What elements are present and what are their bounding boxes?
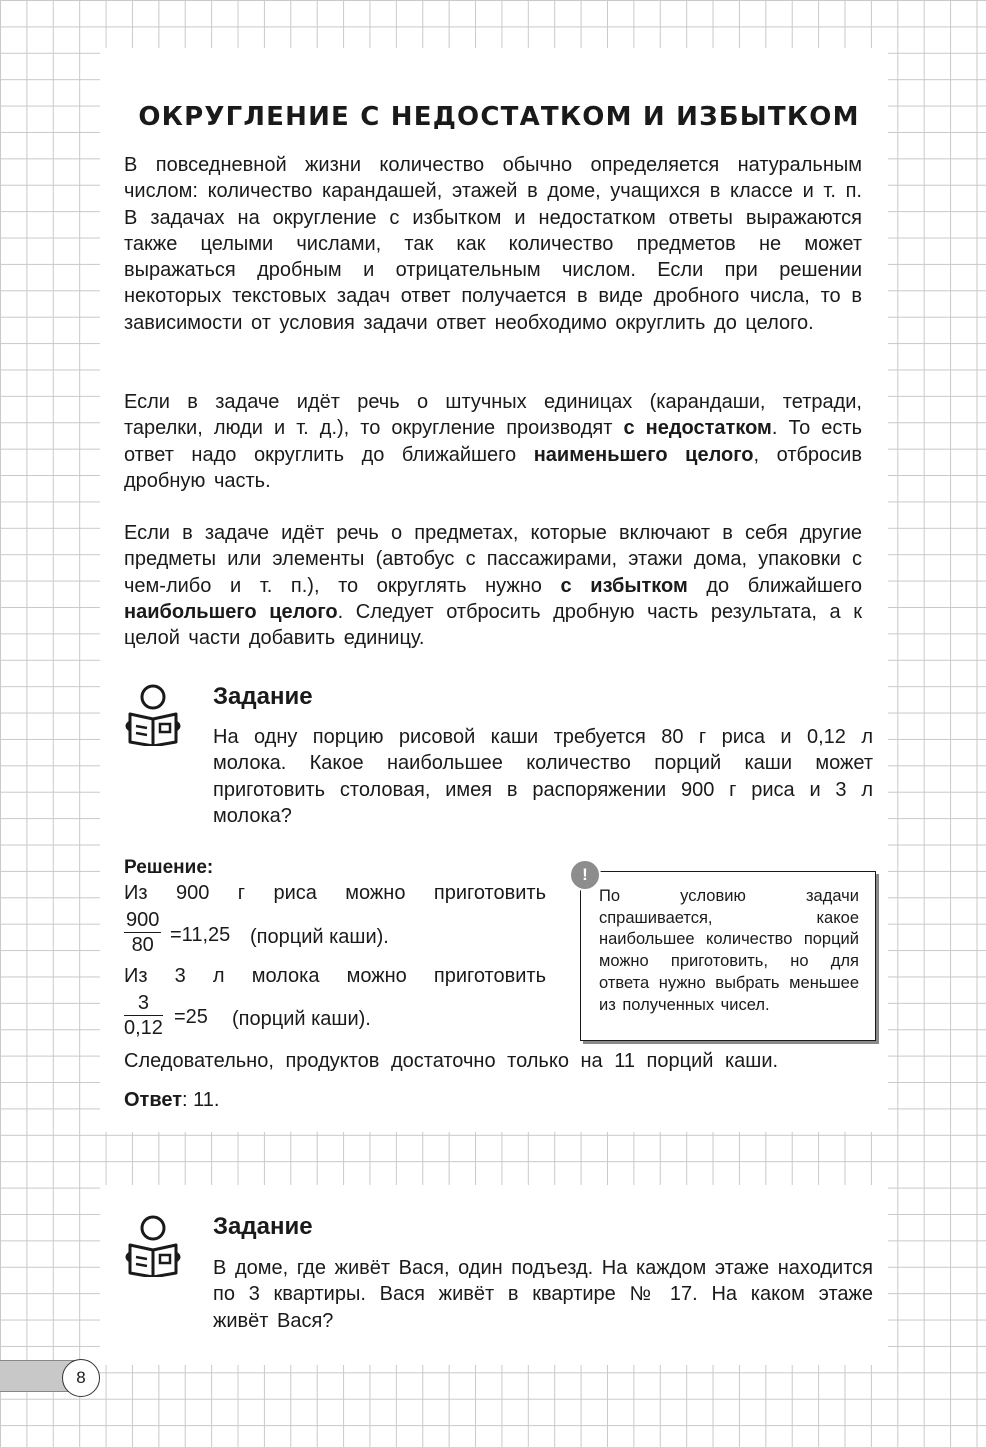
rounding-up-term: с избытком (560, 574, 688, 597)
solution-conclusion: Следовательно, продуктов достаточно только на 11 порций каши. (124, 1050, 779, 1072)
nearest-larger-term: наибольшего целого (124, 600, 338, 623)
rounding-up-text-c: до ближайшего (687, 574, 862, 597)
solution-label: Решение: (124, 857, 214, 878)
rounding-down-text-d: , отбросив дробную часть. (124, 443, 862, 492)
rounding-down-text-c: . То есть ответ надо округлить до ближайшего (124, 417, 862, 466)
fraction-rice (124, 908, 161, 957)
solution-line-milk: Из 3 л молока можно приготовить (124, 965, 546, 987)
fraction-milk (124, 991, 163, 1040)
answer-value: : 11. (182, 1089, 220, 1111)
fraction-rice-result: =11,25 (170, 924, 231, 946)
rounding-down-text-a: Если в задаче идёт речь о штучных единицах (карандаши, тетради, тарелки, люди и т. д.), то округление производят (124, 391, 862, 440)
intro-paragraph: В повседневной жизни количество обычно определяется натуральным числом: количество карандашей, этажей в доме, учащихся в классе и т. п. В задачах на округление с избытком и недостатком ответы выражаются также целыми числами, так как количество предметов не может выражаться дробным и отрицательным числом. Если при решении некоторых текстовых задач ответ получается в виде дробного числа, то в зависимости от условия задачи ответ необходимо округлить до целого. (124, 154, 862, 334)
fraction-milk-numerator: 3 (124, 991, 163, 1016)
fraction-rice-unit: (порций каши). (250, 926, 389, 948)
exclamation-icon: ! (569, 859, 601, 891)
answer-label: Ответ (124, 1089, 183, 1111)
task-heading: Задание (213, 1213, 313, 1240)
task-text: На одну порцию рисовой каши требуется 80 г риса и 0,12 л молока. Какое наибольшее количество порций каши может приготовить столовая, имея в распоряжении 900 г риса и 3 л молока? (213, 726, 873, 827)
fraction-rice-numerator: 900 (126, 909, 160, 931)
reading-student-icon (124, 684, 182, 746)
fraction-milk-result: =25 (174, 1006, 208, 1028)
rounding-up-text-d: . Следует отбросить дробную часть результата, а к целой части добавить единицу. (124, 600, 862, 650)
rounding-up-text-a: Если в задаче идёт речь о предметах, которые включают в себя другие предметы или элементы (автобус с пассажирами, этажи дома, упаковки с чем-либо и т. п.), то округлять нужно (124, 522, 862, 597)
task-text: В доме, где живёт Вася, один подъезд. На каждом этаже находится по 3 квартиры. Вася живёт в квартире № 17. На каком этаже живёт Вася? (213, 1257, 873, 1332)
rounding-down-term: с недостатком (623, 417, 772, 440)
rounding-down-paragraph (124, 389, 862, 494)
task-heading: Задание (213, 683, 313, 710)
fraction-milk-denominator: 0,12 (124, 1017, 163, 1039)
nearest-smaller-term: наименьшего целого (533, 443, 754, 466)
hint-note-box (580, 871, 876, 1041)
hint-note-text: По условию задачи спрашивается, какое наибольшее количество порций можно приготовить, но для ответа нужно выбрать меньшее из полученных чисел. (599, 887, 859, 1014)
reading-student-icon (124, 1215, 182, 1277)
answer-line (124, 1089, 219, 1112)
page-title: ОКРУГЛЕНИЕ С НЕДОСТАТКОМ И ИЗБЫТКОМ (138, 102, 860, 132)
page-number: 8 (62, 1359, 100, 1397)
solution-line-rice: Из 900 г риса можно приготовить (124, 882, 546, 904)
rounding-up-paragraph (124, 520, 862, 651)
fraction-milk-unit: (порций каши). (232, 1008, 371, 1030)
fraction-rice-denominator: 80 (131, 934, 154, 956)
